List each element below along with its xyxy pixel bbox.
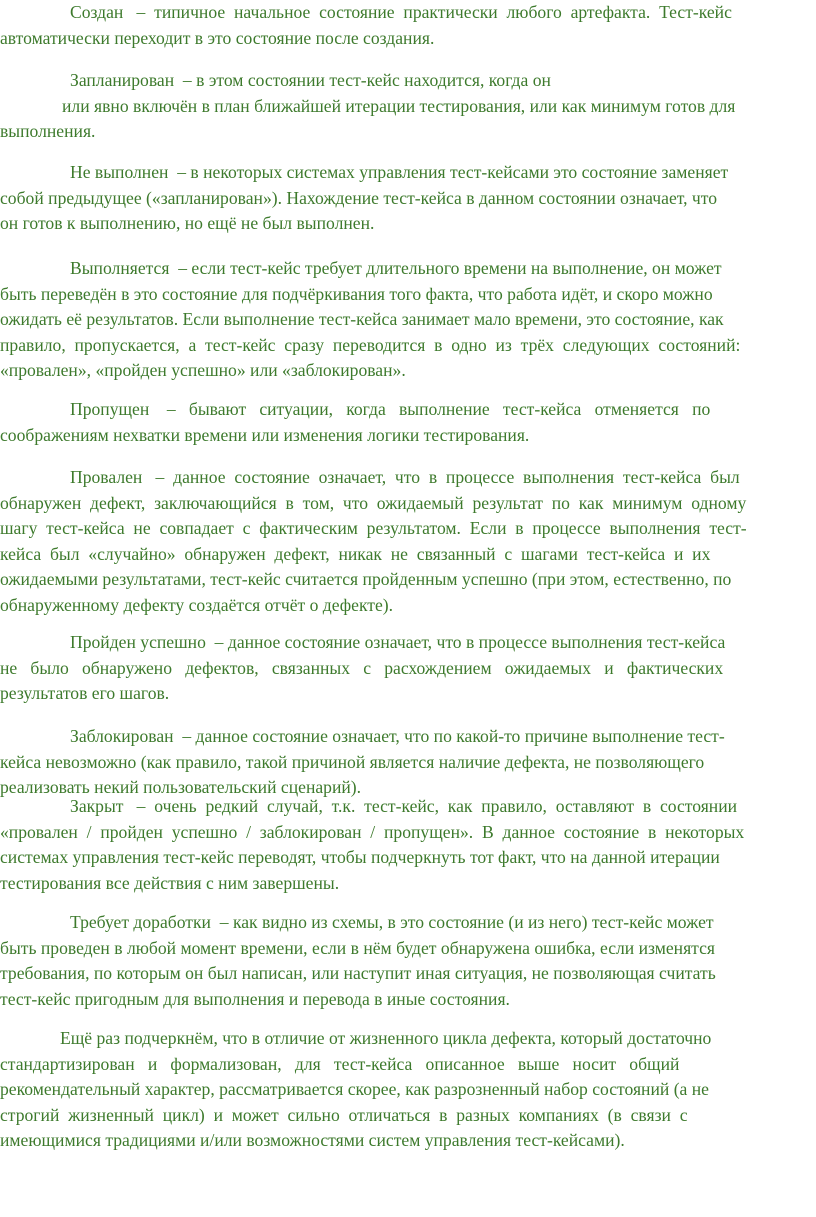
text-line: или явно включён в план ближайшей итерации тестирования, или как минимум готов для (62, 95, 736, 116)
text-line: Не выполнен – в некоторых системах управления тест-кейсами это состояние заменяет (70, 162, 729, 182)
text-line: Создан – типичное начальное состояние практически любого артефакта. Тест-кейс (70, 2, 732, 22)
text-line: ожидать её результатов. Если выполнение тест-кейса занимает мало времени, это состояние, как (0, 309, 724, 330)
text-line: системах управления тест-кейс переводят, чтобы подчеркнуть тот факт, что на данной итерации (0, 847, 720, 868)
text-line: Ещё раз подчеркнём, что в отличие от жизненного цикла дефекта, который достаточно (60, 1028, 712, 1048)
paragraph-conclusion (0, 1026, 816, 1154)
text-line: обнаруженному дефекту создаётся отчёт о дефекте). (0, 594, 394, 615)
text-line: требования, по которым он был написан, или наступит иная ситуация, не позволяющая считать (0, 963, 716, 984)
text-line: кейса был «случайно» обнаружен дефект, никак не связанный с шагами тест-кейса и их (0, 543, 711, 564)
text-line: Выполняется – если тест-кейс требует длительного времени на выполнение, он может (70, 258, 722, 278)
paragraph-closed (0, 794, 816, 896)
text-line: Запланирован – в этом состоянии тест-кейс находится, когда он (70, 70, 551, 90)
text-line: строгий жизненный цикл) и может сильно отличаться в разных компаниях (в связи с (0, 1104, 688, 1125)
text-line: имеющимися традициями и/или возможностями систем управления тест-кейсами). (0, 1130, 625, 1151)
text-line: тест-кейс пригодным для выполнения и перевода в иные состояния. (0, 988, 510, 1009)
text-line: «провален / пройден успешно / заблокирован / пропущен». В данное состояние в некоторых (0, 821, 745, 842)
text-line: реализовать некий пользовательский сценарий). (0, 777, 362, 798)
text-line: быть проведен в любой момент времени, если в нём будет обнаружена ошибка, если изменятся (0, 937, 715, 958)
text-line: быть переведён в это состояние для подчёркивания того факта, что работа идёт, и скоро можно (0, 283, 713, 304)
text-line: автоматически переходит в это состояние после создания. (0, 27, 435, 48)
text-line: шагу тест-кейса не совпадает с фактическим результатом. Если в процессе выполнения тест- (0, 518, 747, 539)
paragraph-in-progress (0, 256, 816, 384)
paragraph-failed (0, 465, 816, 619)
text-line: правило, пропускается, а тест-кейс сразу переводится в одно из трёх следующих состояний: (0, 334, 741, 355)
text-line: стандартизирован и формализован, для тест-кейса описанное выше носит общий (0, 1053, 680, 1074)
text-line: он готов к выполнению, но ещё не был выполнен. (0, 213, 375, 234)
text-line: выполнения. (0, 121, 96, 142)
text-line: обнаружен дефект, заключающийся в том, что ожидаемый результат по как минимум одному (0, 492, 747, 513)
text-line: «провален», «пройден успешно» или «заблокирован». (0, 360, 406, 381)
text-line: тестирования все действия с ним завершены. (0, 872, 340, 893)
text-line: Провален – данное состояние означает, что в процессе выполнения тест-кейса был (70, 467, 740, 487)
text-line: Закрыт – очень редкий случай, т.к. тест-кейс, как правило, оставляют в состоянии (70, 796, 738, 816)
paragraph-planned (0, 68, 816, 145)
text-line: ожидаемыми результатами, тест-кейс считается пройденным успешно (при этом, естественно, по (0, 569, 732, 590)
paragraph-needs-rework (0, 910, 816, 1012)
text-line: Пропущен – бывают ситуации, когда выполнение тест-кейса отменяется по (70, 399, 711, 419)
text-line: результатов его шагов. (0, 683, 170, 704)
text-line: Требует доработки – как видно из схемы, в это состояние (и из него) тест-кейс может (70, 912, 714, 932)
text-line: рекомендательный характер, рассматривается скорее, как разрозненный набор состояний (а не (0, 1079, 709, 1100)
paragraph-passed (0, 630, 816, 707)
paragraph-skipped (0, 397, 816, 448)
paragraph-blocked (0, 724, 816, 801)
text-line: соображениям нехватки времени или изменения логики тестирования. (0, 424, 530, 445)
text-line: собой предыдущее («запланирован»). Нахождение тест-кейса в данном состоянии означает, что (0, 187, 718, 208)
text-line: Пройден успешно – данное состояние означает, что в процессе выполнения тест-кейса (70, 632, 726, 652)
paragraph-created (0, 0, 816, 51)
text-line: не было обнаружено дефектов, связанных с расхождением ожидаемых и фактических (0, 657, 724, 678)
text-line: Заблокирован – данное состояние означает, что по какой-то причине выполнение тест- (70, 726, 725, 746)
text-line: кейса невозможно (как правило, такой причиной является наличие дефекта, не позволяющего (0, 751, 705, 772)
paragraph-not-executed (0, 160, 816, 237)
